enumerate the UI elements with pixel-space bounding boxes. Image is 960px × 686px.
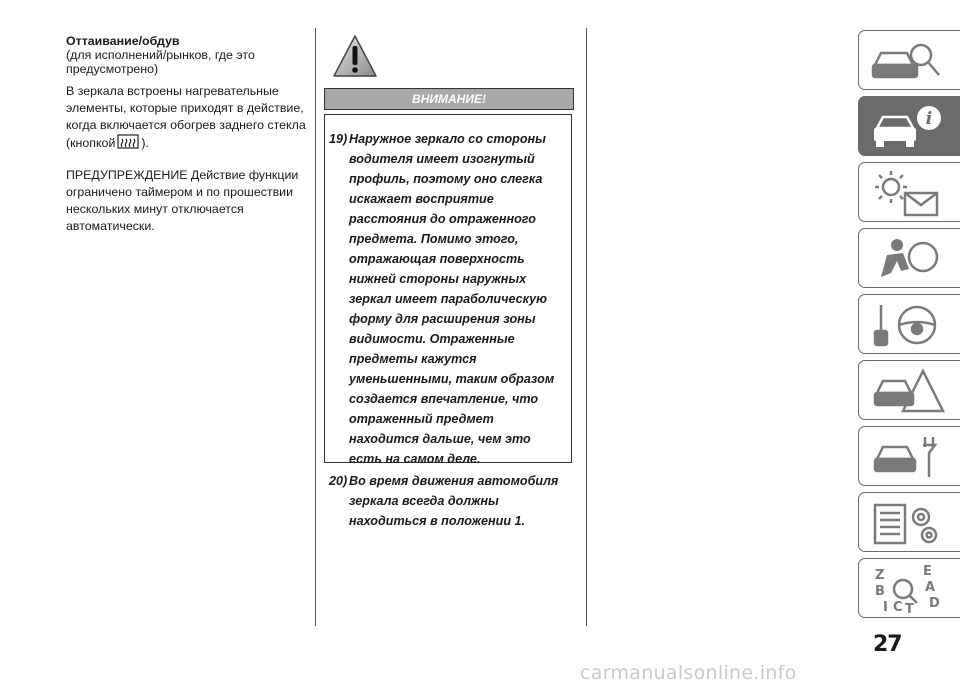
tab-warning-lights[interactable] xyxy=(858,162,960,222)
car-maintenance-icon xyxy=(867,431,947,483)
alphabetical-index-icon xyxy=(867,563,947,615)
index-letter: I xyxy=(883,600,888,615)
note-number: 20) xyxy=(329,474,348,488)
warning-box xyxy=(324,114,572,528)
text-line: (кнопкой xyxy=(66,136,116,150)
warning-lights-message-icon xyxy=(867,167,947,219)
warning-triangle-icon xyxy=(332,34,378,83)
index-letter: Z xyxy=(875,568,885,583)
index-letter: B xyxy=(875,584,885,599)
text-line: элементы, которые приходят в действие, xyxy=(66,101,304,115)
index-letter: E xyxy=(923,564,932,579)
car-emergency-icon xyxy=(867,365,947,417)
column-divider xyxy=(586,28,587,626)
tab-emergency[interactable] xyxy=(858,360,960,420)
note-item xyxy=(329,471,567,531)
text-line: нескольких минут отключается xyxy=(66,202,244,216)
section-heading: Оттаивание/обдув xyxy=(66,34,180,48)
rear-defrost-icon xyxy=(117,134,139,155)
text-line: когда включается обогрев заднего стекла xyxy=(66,118,306,132)
description-paragraph xyxy=(66,83,306,155)
tab-car-info[interactable] xyxy=(858,96,960,156)
index-letter: D xyxy=(929,596,940,611)
technical-data-icon xyxy=(867,497,947,549)
text-line: В зеркала встроены нагревательные xyxy=(66,84,279,98)
car-search-icon xyxy=(867,35,947,87)
tab-technical-data[interactable] xyxy=(858,492,960,552)
index-letter: T xyxy=(905,602,914,615)
watermark: carmanualsonline.info xyxy=(580,662,797,684)
svg-text:i: i xyxy=(925,109,933,129)
tab-maintenance[interactable] xyxy=(858,426,960,486)
subheading-line: предусмотрено) xyxy=(66,62,159,76)
airbag-safety-icon xyxy=(867,233,947,285)
note-text: Во время движения автомобиля зеркала всегда должны находиться в положении 1. xyxy=(349,474,559,528)
warning-title: ВНИМАНИЕ! xyxy=(324,88,574,110)
text-line: автоматически. xyxy=(66,219,155,233)
index-letter: C xyxy=(893,600,903,615)
subheading-line: (для исполнений/рынков, где это xyxy=(66,48,255,62)
text-line: ограничено таймером и по прошествии xyxy=(66,185,294,199)
note-number: 19) xyxy=(329,132,348,146)
column-divider xyxy=(315,28,316,626)
tab-car-search[interactable] xyxy=(858,30,960,90)
note-text: Наружное зеркало со стороны водителя имеет изогнутый профиль, поэтому оно слегка искажает восприятие расстояния до отраженного предмета. Помимо этого, отражающая поверхность нижней стороны наружных зеркал имеет параболическую форму для расширения зоны видимости. Отраженные предметы кажутся уменьшенными, таким образом создается впечатление, что отраженный предмет находится дальше, чем это есть на самом деле. xyxy=(349,132,555,466)
warning-paragraph xyxy=(66,167,306,235)
car-info-icon xyxy=(867,101,947,153)
tab-starting-driving[interactable] xyxy=(858,294,960,354)
section-subheading xyxy=(66,48,306,76)
text-line: ПРЕДУПРЕЖДЕНИЕ Действие функции xyxy=(66,168,299,182)
index-letter: A xyxy=(925,580,936,595)
tab-safety[interactable] xyxy=(858,228,960,288)
text-line: ). xyxy=(141,136,149,150)
note-item xyxy=(329,129,567,469)
tab-index[interactable] xyxy=(858,558,960,618)
left-column xyxy=(66,34,306,235)
steering-key-icon xyxy=(867,299,947,351)
page-number: 27 xyxy=(873,632,902,657)
